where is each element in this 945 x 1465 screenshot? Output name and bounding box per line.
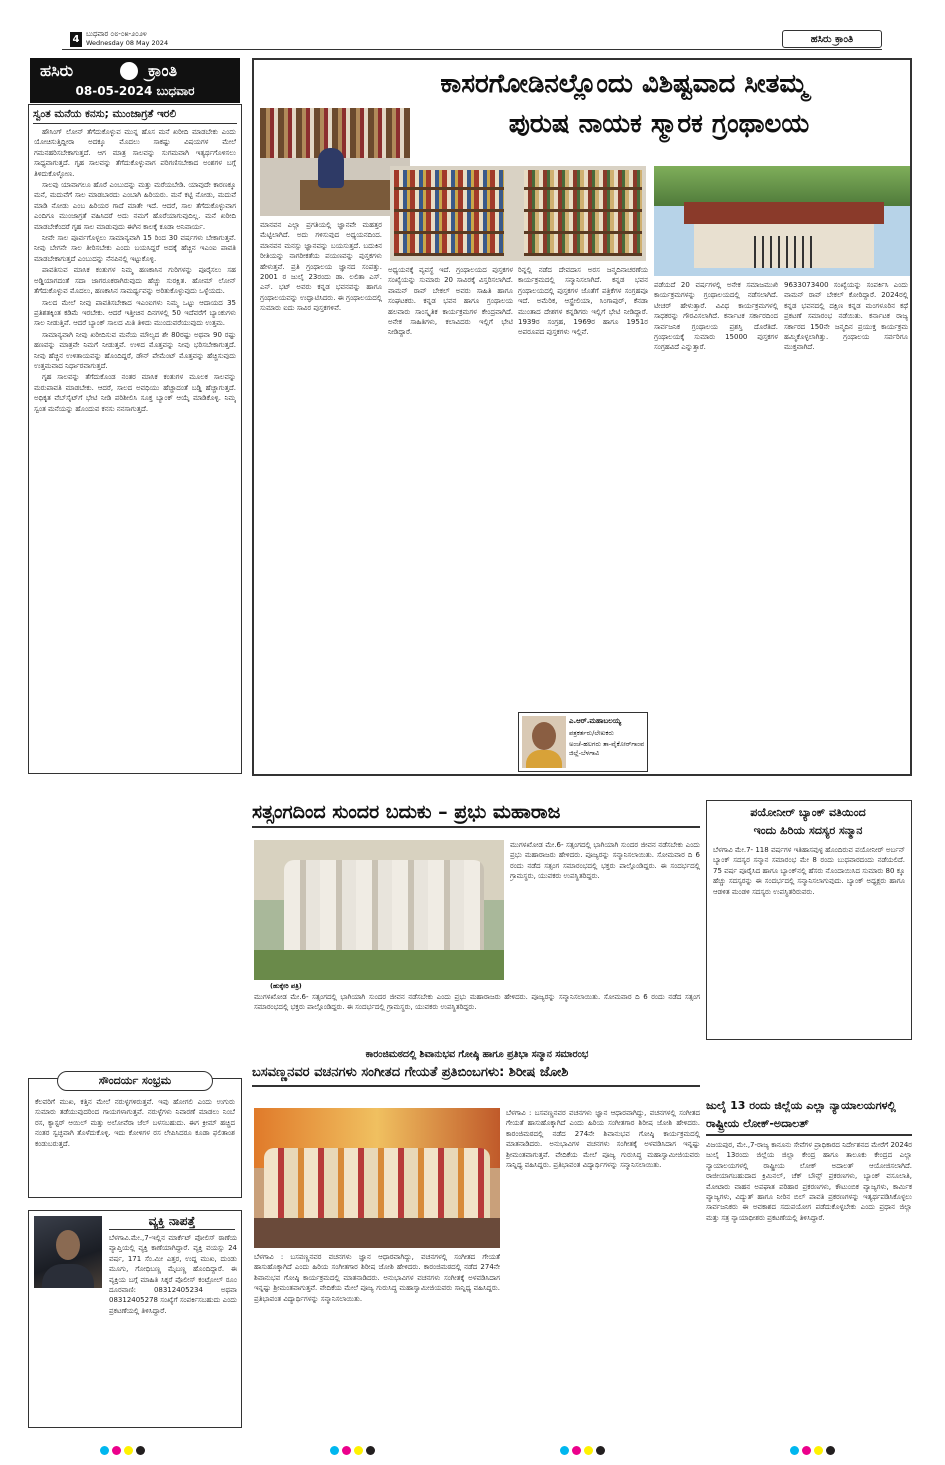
- black-dot: [136, 1446, 145, 1455]
- library-photo-shelves: [390, 166, 646, 261]
- paragraph: ಪಾವತಿಸುವ ಮಾಸಿಕ ಕಂತುಗಳ ನಿಮ್ಮ ಹಣಕಾಸಿನ ಗುರಿಗಳನ್ನು ಪೂರೈಸಲು ಸಹ ಅಡ್ಡಿಯಾಗದಂತೆ ಸದಾ ಜಾಗರೂಕರಾಗಿರುವುದು ಹೆಚ್ಚು ಸುರಕ್ಷಿತ. ಹೋಮ್ ಲೋನ್ ತೆಗೆದುಕೊಳ್ಳುವ ಮೊದಲು, ಹಣಕಾಸಿನ ಸಾಮರ್ಥ್ಯವನ್ನು ಅರಿತುಕೊಳ್ಳುವುದು ಒಳ್ಳೆಯದು.: [34, 266, 236, 296]
- satsang-text-lower: ಮುಗಳಖೋಡ ಮೇ.6- ಸತ್ಸಂಗದಲ್ಲಿ ಭಾಗಿಯಾಗಿ ಸುಂದರ ಜೀವನ ನಡೆಸಬೇಕು ಎಂದು ಪ್ರಭು ಮಹಾರಾಜರು ಹೇಳಿದರು. ಪೂಜ್ಯರನ್ನು ಸನ್ಮಾನಿಸಲಾಯಿತು. ಸೋಮವಾರ ದಿ 6 ರಂದು ನಡೆದ ಸತ್ಸಂಗ ಸಮಾರಂಭದಲ್ಲಿ ಭಕ್ತರು ಪಾಲ್ಗೊಂಡಿದ್ದರು. ಈ ಸಂದರ್ಭದಲ್ಲಿ ಗ್ರಾಮಸ್ಥರು, ಯುವಕರು ಉಪಸ್ಥಿತರಿದ್ದರು.: [254, 993, 700, 1012]
- top-story-headline-1: ಕಾಸರಗೋಡಿನಲ್ಲೊಂದು ವಿಶಿಷ್ಟವಾದ ಸೀತಮ್ಮ: [440, 69, 808, 99]
- cyan-dot: [330, 1446, 339, 1455]
- cyan-dot: [560, 1446, 569, 1455]
- missing-text: ಬೆಳಗಾವಿ.ಮೇ.,7-ಇಲ್ಲಿನ ಮಾರ್ಕೆಟ್ ಪೋಲಿಸ್ ಠಾಣೆಯ ವ್ಯಾಪ್ತಿಯಲ್ಲಿ ವ್ಯಕ್ತಿ ಕಾಣೆಯಾಗಿದ್ದಾರೆ. ವ್ಯಕ್ತಿ ವಯಸ್ಸು 24 ವರ್ಷ, 171 ಸೆಂ.ಮೀ ಎತ್ತರ, ಉದ್ದ ಮುಖ, ದುಂಡು ಮೂಗು, ಗೋಧಿಬಣ್ಣ ಮೈಬಣ್ಣ ಹೊಂದಿದ್ದಾರೆ. ಈ ವ್ಯಕ್ತಿಯ ಬಗ್ಗೆ ಮಾಹಿತಿ ಸಿಕ್ಕರೆ ಪೊಲೀಸ್ ಕಂಟ್ರೋಲ್ ರೂಂ ದೂರವಾಣಿ: 08312405234 ಅಥವಾ 08312405278 ಸಂಖ್ಯೆಗೆ ಸಂಪರ್ಕಿಸಬಹುದು ಎಂದು ಪ್ರಕಟಣೆಯಲ್ಲಿ ತಿಳಿಸಿದ್ದಾರೆ.: [109, 1234, 237, 1315]
- lok-adalat-rule: [706, 1134, 912, 1136]
- lok-adalat-headline-2: ರಾಷ್ಟ್ರೀಯ ಲೋಕ್-ಅದಾಲತ್: [706, 1117, 809, 1130]
- satsang-photo: [254, 840, 504, 980]
- yellow-dot: [584, 1446, 593, 1455]
- top-story-col-5: 9633073400 ಸಂಖ್ಯೆಯನ್ನು ಸಂಪರ್ಕಿಸಿ ಎಂದು ವಾಮನ್ ರಾವ್ ಬೇಕಲ್ ಕೋರಿದ್ದಾರೆ. 2024ರಲ್ಲಿ ಕನ್ನಡ ಭವನದಲ್ಲಿ ದಕ್ಷಿಣ ಕನ್ನಡ ಮಂಗಳೂರಿನ ಕಥೆ ಪ್ರಕಟಣೆ ಸಮಾರಂಭ ನಡೆಯಿತು. ಕರ್ನಾಟಕ ರಾಜ್ಯ ಸರ್ಕಾರದ 150ನೇ ಜನ್ಮದಿನ ಪ್ರಯುಕ್ತ ಕಾರ್ಯಕ್ರಮ ಹಮ್ಮಿಕೊಳ್ಳಲಾಗಿತ್ತು. ಗ್ರಂಥಾಲಯ ಸರ್ವರಿಗೂ ಮುಕ್ತವಾಗಿದೆ.: [784, 281, 908, 352]
- karanjimath-kicker: ಕಾರಂಜಿಮಠದಲ್ಲಿ ಶಿವಾನುಭವ ಗೋಷ್ಠಿ ಹಾಗೂ ಪ್ರತಿಭಾ ಸನ್ಮಾನ ಸಮಾರಂಭ: [365, 1049, 589, 1060]
- yellow-dot: [354, 1446, 363, 1455]
- author-body-shape: [526, 750, 562, 768]
- lok-adalat-headline-1: ಜುಲೈ 13 ರಂದು ಜಿಲ್ಲೆಯ ಎಲ್ಲಾ ನ್ಯಾಯಾಲಯಗಳಲ್ಲಿ: [706, 1099, 896, 1112]
- folio-bar: [62, 30, 882, 50]
- page-number: 4: [70, 32, 82, 47]
- folio-date-english: Wednesday 08 May 2024: [86, 39, 169, 47]
- registration-marks-mid-right: [560, 1440, 608, 1459]
- karanjimath-photo: [254, 1108, 500, 1248]
- top-story-col-4: ಪಡೆಯದೆ 20 ವರ್ಷಗಳಲ್ಲಿ ಅನೇಕ ಸಮಾಜಮುಖಿ ಕಾರ್ಯಕ್ರಮಗಳನ್ನು ಗ್ರಂಥಾಲಯದಲ್ಲಿ ನಡೆಸಲಾಗಿದೆ. ಟೀಚರ್ ಹೇಳುತ್ತಾರೆ. ವಿವಿಧ ಕಾರ್ಯಕ್ರಮಗಳಲ್ಲಿ ಸಾಧಕರನ್ನು ಗೌರವಿಸಲಾಗಿದೆ. ಕರ್ನಾಟಕ ಸರ್ಕಾರದಿಂದ ಸಾರ್ವಜನಿಕ ಗ್ರಂಥಾಲಯ ಪ್ರಶಸ್ತಿ ದೊರೆತಿದೆ. ಗ್ರಂಥಾಲಯಕ್ಕೆ ಸುಮಾರು 15000 ಪುಸ್ತಕಗಳ ಸಂಗ್ರಹವಿದೆ ಎನ್ನುತ್ತಾರೆ.: [654, 281, 778, 352]
- pioneer-headline-2: ಇಂದು ಹಿರಿಯ ಸದಸ್ಯರ ಸನ್ಮಾನ: [753, 824, 863, 837]
- masthead-name-left: ಹಸಿರು: [40, 61, 74, 80]
- registration-marks-left: [100, 1440, 148, 1459]
- registration-marks-right: [790, 1440, 838, 1459]
- missing-heading: ವ್ಯಕ್ತಿ ನಾಪತ್ತೆ: [109, 1214, 235, 1230]
- top-story-col-1: ಮಾನವನ ಎಲ್ಲಾ ಪ್ರಗತಿಯಲ್ಲಿ ಜ್ಞಾನವೇ ಮಹತ್ತರ ಮೆಟ್ಟಿಲಾಗಿದೆ. ಅದು ಗಳಿಸುವುದ ಅಧ್ಯಯನದಿಂದ. ಮಾನವನ ಮನಸ್ಸು ಜ್ಞಾನವನ್ನು ಬಯಸುತ್ತದೆ. ಬದುಕಿನ ರೀತಿಯನ್ನು ನಾಗರೀಕತೆಯ ಪಯಣವನ್ನು ಪುಸ್ತಕಗಳು ಹೇಳುತ್ತವೆ. ಪ್ರತಿ ಗ್ರಂಥಾಲಯ ಜ್ಞಾನದ ಸಂಪತ್ತು. 2001 ರ ಜುಲೈ 23ರಂದು ಡಾ. ಲಲಿತಾ ಎಸ್. ಎನ್. ಭಟ್ ಅವರು ಕನ್ನಡ ಭವನವನ್ನು ಹಾಗೂ ಗ್ರಂಥಾಲಯವನ್ನು ಉದ್ಘಾಟಿಸಿದರು. ಈ ಗ್ರಂಥಾಲಯದಲ್ಲಿ ಸುಮಾರು ಐದು ಸಾವಿರ ಪುಸ್ತಕಗಳಿವೆ.: [260, 221, 382, 313]
- author-name: ಎ.ಆರ್.ಮಹಾಬಲಯ್ಯ: [569, 717, 622, 725]
- yellow-dot: [124, 1446, 133, 1455]
- top-story-col-3: ರಿನ್ನಲ್ಲಿ ನಡೆದ ದೇವದಾಸ ಅರಸ ಜನ್ಮದಿನಾಚರಣೆಯ ಕಾರ್ಯಕ್ರಮದಲ್ಲಿ ಸನ್ಮಾನಿಸಲಾಗಿದೆ. ಕನ್ನಡ ಭವನ ಗ್ರಂಥಾಲಯದಲ್ಲಿ ಪುಸ್ತಕಗಳ ಜೊತೆಗೆ ಪತ್ರಿಕೆಗಳ ಸಂಗ್ರಹವೂ ಇದೆ. ಅಮೆರಿಕ, ಆಸ್ಟ್ರೇಲಿಯಾ, ಸಿಂಗಾಪುರ್, ಕೆನಡಾ ಮುಂತಾದ ದೇಶಗಳ ಕನ್ನಡಿಗರು ಇಲ್ಲಿಗೆ ಭೇಟಿ ನೀಡಿದ್ದಾರೆ. 1939ರ ಸಂಗ್ರಹ, 1969ರ ಹಾಗೂ 1951ರ ಅಪರೂಪದ ಪುಸ್ತಕಗಳು ಇಲ್ಲಿವೆ.: [518, 266, 648, 337]
- beauty-text: ಕೆಲವರಿಗೆ ಮುಖ, ಕತ್ತಿನ ಮೇಲೆ ನರುಳ್ಳಗಳಿರುತ್ತವೆ. ಇವು ಹೋಗಲಿ ಎಂದು ಉಗುರು ಸುಮಾರು ತಡೆಯುವುದರಿಂದ ಗಾಯಗಳಾಗುತ್ತವೆ. ನರುಳ್ಳೆಗಳು ನಿವಾರಣೆ ಮಾಡಲು ನಿಂಬೆ ರಸ, ಕ್ಯಾಸ್ಟರ್ ಆಯಿಲ್ ಮತ್ತು ಅಲೋವೆರಾ ಜೆಲ್ ಬಳಸಬಹುದು. ಈಗ ಕ್ರೀಮ್ ಹಚ್ಚಿದ ನಂತರ ಸ್ವಚ್ಛವಾಗಿ ತೊಳೆದುಕೊಳ್ಳಿ. ಇದು ಕೋಳಿಗಳ ರಸ ಲೇಪಿಸಿದರೂ ಕೂಡಾ ಫಲಿತಾಂಶ ಕಂಡುಬರುತ್ತದೆ.: [35, 1098, 235, 1148]
- magenta-dot: [572, 1446, 581, 1455]
- author-photo: [522, 716, 566, 768]
- masthead-dateline: 08-05-2024 ಬುಧವಾರ: [75, 84, 195, 98]
- paragraph: ಗೃಹ ಸಾಲವನ್ನು ತೆಗೆದುಕೊಂಡ ನಂತರ ಮಾಸಿಕ ಕಂತುಗಳ ಮೂಲಕ ಸಾಲವನ್ನು ಮರುಪಾವತಿ ಮಾಡಬೇಕು. ಆದರೆ, ಸಾಲದ ಅವಧಿಯು ಹೆಚ್ಚಾದಂತೆ ಬಡ್ಡಿ ಹೆಚ್ಚಾಗುತ್ತದೆ. ಅಧಿಕೃತ ವೆಬ್‌ಸೈಟ್‌ಗೆ ಭೇಟಿ ನೀಡಿ ಪರಿಶೀಲಿಸಿ ಸೂಕ್ತ ಬ್ಯಾಂಕ್ ಆಯ್ಕೆ ಮಾಡಿಕೊಳ್ಳಿ. ನಿಮ್ಮ ಸ್ವಂತ ಮನೆಯನ್ನು ಹೊಂದುವ ಕನಸು ನನಸಾಗುತ್ತದೆ.: [34, 373, 236, 413]
- people-row-shape: [264, 1148, 490, 1218]
- cyan-dot: [100, 1446, 109, 1455]
- magenta-dot: [342, 1446, 351, 1455]
- paragraph: ಹೌಸಿಂಗ್ ಲೋನ್ ತೆಗೆದುಕೊಳ್ಳುವ ಮುನ್ನ ಹೊಸ ಮನೆ ಖರೀದಿ ಮಾಡಬೇಕು ಎಂದು ಯೋಚಿಸುತ್ತಿದ್ದೀರಾ ಅದಕ್ಕೂ ಮೊದಲು ಸಾಕಷ್ಟು ವಿಷಯಗಳ ಮೇಲೆ ಗಮನಹರಿಸಬೇಕಾಗುತ್ತದೆ. ಆಗ ಮಾತ್ರ ಸಾಲವನ್ನು ಸುಗಮವಾಗಿ ಇತ್ಯರ್ಥಗೊಳಿಸಲು ಸಾಧ್ಯವಾಗುತ್ತದೆ. ಗೃಹ ಸಾಲವನ್ನು ತೆಗೆದುಕೊಳ್ಳುವಾಗ ಪರಿಗಣಿಸಬೇಕಾದ ಅಂಶಗಳ ಬಗ್ಗೆ ತಿಳಿದುಕೊಳ್ಳೋಣ.: [34, 128, 236, 178]
- person-shape: [318, 148, 344, 188]
- magenta-dot: [802, 1446, 811, 1455]
- author-role: ಪತ್ರಕರ್ತರು/ಲೇಖಕರು: [569, 729, 614, 737]
- registration-marks-mid-left: [330, 1440, 378, 1459]
- missing-person-box: [28, 1210, 242, 1428]
- masthead-logo-icon: [120, 62, 138, 80]
- masthead-name-right: ಕ್ರಾಂತಿ: [148, 61, 178, 80]
- lok-adalat-text: ವಿಜಯಪುರ, ಮೇ.,7-ರಾಜ್ಯ ಕಾನೂನು ಸೇವೆಗಳ ಪ್ರಾಧಿಕಾರದ ನಿರ್ದೇಶನದ ಮೇರೆಗೆ 2024ರ ಜುಲೈ 13ರಂದು ಜಿಲ್ಲೆಯ ಜಿಲ್ಲಾ ಕೇಂದ್ರ ಹಾಗೂ ತಾಲೂಕು ಕೇಂದ್ರದ ಎಲ್ಲಾ ನ್ಯಾಯಾಲಯಗಳಲ್ಲಿ ರಾಷ್ಟ್ರೀಯ ಲೋಕ್ ಅದಾಲತ್ ಆಯೋಜಿಸಲಾಗಿದೆ. ರಾಜೀಯಾಗಬಹುದಾದ ಕ್ರಿಮಿನಲ್, ಚೆಕ್ ಬೌನ್ಸ್ ಪ್ರಕರಣಗಳು, ಬ್ಯಾಂಕ್ ವಸೂಲಾತಿ, ಮೋಟಾರು ವಾಹನ ಅಪಘಾತ ಪರಿಹಾರ ಪ್ರಕರಣಗಳು, ಕೌಟುಂಬಿಕ ವ್ಯಾಜ್ಯಗಳು, ಕಾರ್ಮಿಕ ವ್ಯಾಜ್ಯಗಳು, ವಿದ್ಯುತ್ ಹಾಗೂ ನೀರಿನ ಬಿಲ್ ಪಾವತಿ ಪ್ರಕರಣಗಳನ್ನು ಇತ್ಯರ್ಥಪಡಿಸಿಕೊಳ್ಳಲು ಸಾರ್ವಜನಿಕರು ಈ ಅವಕಾಶದ ಸದುಪಯೋಗ ಪಡೆದುಕೊಳ್ಳಬೇಕು ಎಂದು ಪ್ರಧಾನ ಜಿಲ್ಲಾ ಮತ್ತು ಸತ್ರ ನ್ಯಾಯಾಧೀಶರು ಪ್ರಕಟಣೆಯಲ್ಲಿ ತಿಳಿಸಿದ್ದಾರೆ.: [706, 1141, 912, 1222]
- shoulders-shape: [42, 1264, 94, 1288]
- missing-person-photo: [34, 1216, 102, 1288]
- shelf-right-shape: [524, 170, 642, 256]
- top-story-col-2: ಅಧ್ಯಯನಕ್ಕೆ ವ್ಯವಸ್ಥೆ ಇದೆ. ಗ್ರಂಥಾಲಯದ ಪುಸ್ತಕಗಳ ಸಂಖ್ಯೆಯನ್ನು ಸುಮಾರು 20 ಸಾವಿರಕ್ಕೆ ವಿಸ್ತರಿಸಲಾಗಿದೆ. ವಾಮನ್ ರಾವ್ ಬೇಕಲ್ ಅವರು ಸಾಹಿತಿ ಹಾಗೂ ಸಂಘಟಕರು. ಕನ್ನಡ ಭವನ ಹಾಗೂ ಗ್ರಂಥಾಲಯ ಹಲವಾರು ಸಾಂಸ್ಕೃತಿಕ ಕಾರ್ಯಕ್ರಮಗಳ ಕೇಂದ್ರವಾಗಿದೆ. ಅನೇಕ ಸಾಹಿತಿಗಳು, ಕಲಾವಿದರು ಇಲ್ಲಿಗೆ ಭೇಟಿ ನೀಡಿದ್ದಾರೆ.: [388, 266, 513, 337]
- top-story-headline-2: ಪುರುಷ ನಾಯಕ ಸ್ಮಾರಕ ಗ್ರಂಥಾಲಯ: [508, 109, 810, 139]
- masthead: [30, 58, 240, 103]
- karanjimath-text-right: ಬೆಳಗಾವಿ : ಬಸವಣ್ಣನವರ ವಚನಗಳು ಜ್ಞಾನ ಆಧಾರವಾಗಿದ್ದು, ವಚನಗಳಲ್ಲಿ ಸಂಗೀತದ ಗೇಯತೆ ಹಾಸುಹೊಕ್ಕಾಗಿದೆ ಎಂದು ಹಿರಿಯ ಸಂಗೀತಗಾರ ಶಿರೀಷ ಜೋಶಿ ಹೇಳಿದರು. ಕಾರಂಜಿಮಠದಲ್ಲಿ ನಡೆದ 274ನೇ ಶಿವಾನುಭವ ಗೋಷ್ಠಿ ಕಾರ್ಯಕ್ರಮದಲ್ಲಿ ಮಾತನಾಡಿದರು. ಅನುಭಾವಿಗಳ ವಚನಗಳು ಸಂಗೀತಕ್ಕೆ ಅಳವಡಿಸಿದಾಗ ಇನ್ನಷ್ಟು ಶ್ರೀಮಂತವಾಗುತ್ತವೆ. ವೇದಿಕೆಯ ಮೇಲೆ ಪೂಜ್ಯ ಗುರುಸಿದ್ಧ ಮಹಾಸ್ವಾಮೀಜಿಯವರು ಸಾನ್ನಿಧ್ಯ ವಹಿಸಿದ್ದರು. ಪ್ರತಿಭಾವಂತ ವಿದ್ಯಾರ್ಥಿಗಳನ್ನು ಸನ್ಮಾನಿಸಲಾಯಿತು.: [506, 1109, 700, 1170]
- left-article-box: [28, 104, 242, 774]
- pioneer-box: [706, 800, 912, 1040]
- black-dot: [826, 1446, 835, 1455]
- satsang-caption: (ಹುಕ್ಕೇರಿ ಪತ್ರಿ): [270, 982, 302, 990]
- desk-shape: [300, 180, 400, 210]
- paragraph: ಸಾಲವು ಯಾವಾಗಲೂ ಹೊರೆ ಎಂಬುದನ್ನು ಮತ್ತು ಮರೆಯಬೇಡಿ. ಯಾವುದೇ ಕಾರಣಕ್ಕೂ ಮನೆ, ಮದುವೆಗೆ ಸಾಲ ಮಾಡಬಾರದು ಎಂಬಾಗಿ ಹಿರಿಯರು. ಮನೆ ಕಟ್ಟಿ ನೋಡು, ಮದುವೆ ಮಾಡಿ ನೋಡು ಎಂಬ ಹಿರಿಯರ ಗಾದೆ ಮಾತೇ ಇದೆ. ಆದರೆ, ಸಾಲ ತೆಗೆದುಕೊಳ್ಳುವಾಗ ಎಂದಿಗೂ ಮುಂಜಾಗ್ರತೆ ವಹಿಸಿದರೆ ಅದು ನಮಗೆ ಹೊರೆಯಾಗುವುದಿಲ್ಲ. ಮನೆ ಖರೀದಿ ಮಾಡಬೇಕೆಂದರೆ ಗೃಹ ಸಾಲ ಮಾಡುವುದು ಈಗಿನ ಕಾಲಕ್ಕೆ ಕೂಡಾ ಅನಿವಾರ್ಯ.: [34, 181, 236, 231]
- magenta-dot: [112, 1446, 121, 1455]
- satsang-headline: ಸತ್ಸಂಗದಿಂದ ಸುಂದರ ಬದುಕು – ಪ್ರಭು ಮಹಾರಾಜ: [252, 801, 561, 823]
- library-building-photo: [654, 166, 910, 276]
- black-dot: [366, 1446, 375, 1455]
- paragraph: ಸಾಲದ ಮೇಲೆ ನೀವು ಪಾವತಿಸಬೇಕಾದ ಇಎಂಐಗಳು ನಿಮ್ಮ ಒಟ್ಟು ಆದಾಯದ 35 ಪ್ರತಿಶತಕ್ಕಿಂತ ಕಡಿಮೆ ಇರಬೇಕು. ಆದರೆ ಇತ್ತೀಚಿನ ದಿನಗಳಲ್ಲಿ 50 ಇದೆವರೆಗೆ ಬ್ಯಾಂಕುಗಳು ಸಾಲ ನೀಡುತ್ತಿವೆ. ಆದರೆ ಬ್ಯಾಂಕ್ ಸಾಲದ ಮಿತಿ ತಿಳಿದು ಮುಂದುವರೆಯುವುದು ಉತ್ತಮ.: [34, 298, 236, 328]
- black-dot: [596, 1446, 605, 1455]
- face-shape: [56, 1230, 80, 1260]
- paragraph: ನೀವೇ ಸಾಲ ಪೂರ್ವಗೊಳ್ಳಲು ಸಾಮಾನ್ಯವಾಗಿ 15 ರಿಂದ 30 ವರ್ಷಗಳು ಬೇಕಾಗುತ್ತವೆ. ನೀವು ಬೇಗನೇ ಸಾಲ ತೀರಿಸಬೇಕು ಎಂದು ಬಯಸಿದ್ದರೆ ಅದಕ್ಕೆ ಹೆಚ್ಚಿನ ಇಎಂಐ ಪಾವತಿ ಮಾಡಬೇಕಾಗುತ್ತದೆ ಎಂಬುದನ್ನು ನೆನಪಿನಲ್ಲಿ ಇಟ್ಟುಕೊಳ್ಳಿ.: [34, 234, 236, 263]
- pioneer-headline-1: ಪಯೋನೀರ್ ಬ್ಯಾಂಕ್ ವತಿಯಿಂದ: [750, 806, 866, 819]
- folio-date-kannada: ಬುಧವಾರ ೦೮-೦೫-೨೦೨೪: [86, 30, 147, 38]
- author-face-shape: [532, 722, 556, 750]
- beauty-heading: ಸೌಂದರ್ಯ ಸಂಭ್ರಮ: [57, 1071, 213, 1091]
- author-place: ಅಂಚೆ-ಹಲಗರು ತಾ-ವೈಕೋರ್‌ಗಾಂವ ಜಿಲ್ಲೆ-ಬೆಳಗಾವಿ: [569, 740, 645, 757]
- satsang-text: ಮುಗಳಖೋಡ ಮೇ.6- ಸತ್ಸಂಗದಲ್ಲಿ ಭಾಗಿಯಾಗಿ ಸುಂದರ ಜೀವನ ನಡೆಸಬೇಕು ಎಂದು ಪ್ರಭು ಮಹಾರಾಜರು ಹೇಳಿದರು. ಪೂಜ್ಯರನ್ನು ಸನ್ಮಾನಿಸಲಾಯಿತು. ಸೋಮವಾರ ದಿ 6 ರಂದು ನಡೆದ ಸತ್ಸಂಗ ಸಮಾರಂಭದಲ್ಲಿ ಭಕ್ತರು ಪಾಲ್ಗೊಂಡಿದ್ದರು. ಈ ಸಂದರ್ಭದಲ್ಲಿ ಗ್ರಾಮಸ್ಥರು, ಯುವಕರು ಉಪಸ್ಥಿತರಿದ್ದರು.: [510, 841, 700, 881]
- left-article-body: [34, 127, 236, 767]
- karanjimath-rule: [252, 1085, 700, 1087]
- roof-shape: [684, 202, 884, 224]
- author-box: [518, 712, 648, 772]
- ground-shape: [254, 950, 504, 980]
- satsang-rule: [252, 826, 700, 828]
- trees-shape: [654, 166, 910, 206]
- yellow-dot: [814, 1446, 823, 1455]
- karanjimath-text-bottom: ಬೆಳಗಾವಿ : ಬಸವಣ್ಣನವರ ವಚನಗಳು ಜ್ಞಾನ ಆಧಾರವಾಗಿದ್ದು, ವಚನಗಳಲ್ಲಿ ಸಂಗೀತದ ಗೇಯತೆ ಹಾಸುಹೊಕ್ಕಾಗಿದೆ ಎಂದು ಹಿರಿಯ ಸಂಗೀತಗಾರ ಶಿರೀಷ ಜೋಶಿ ಹೇಳಿದರು. ಕಾರಂಜಿಮಠದಲ್ಲಿ ನಡೆದ 274ನೇ ಶಿವಾನುಭವ ಗೋಷ್ಠಿ ಕಾರ್ಯಕ್ರಮದಲ್ಲಿ ಮಾತನಾಡಿದರು. ಅನುಭಾವಿಗಳ ವಚನಗಳು ಸಂಗೀತಕ್ಕೆ ಅಳವಡಿಸಿದಾಗ ಇನ್ನಷ್ಟು ಶ್ರೀಮಂತವಾಗುತ್ತವೆ. ವೇದಿಕೆಯ ಮೇಲೆ ಪೂಜ್ಯ ಗುರುಸಿದ್ಧ ಮಹಾಸ್ವಾಮೀಜಿಯವರು ಸಾನ್ನಿಧ್ಯ ವಹಿಸಿದ್ದರು. ಪ್ರತಿಭಾವಂತ ವಿದ್ಯಾರ್ಥಿಗಳನ್ನು ಸನ್ಮಾನಿಸಲಾಯಿತು.: [254, 1253, 500, 1303]
- shelf-left-shape: [394, 170, 504, 256]
- beauty-box: [28, 1074, 242, 1198]
- gate-shape: [754, 236, 814, 268]
- karanjimath-headline: ಬಸವಣ್ಣನವರ ವಚನಗಳು ಸಂಗೀತದ ಗೇಯತೆ ಪ್ರತಿಬಿಂಬಗಳು: ಶಿರೀಷ ಜೋಶಿ: [252, 1065, 569, 1080]
- folio-paper-name: ಹಸಿರು ಕ್ರಾಂತಿ: [782, 30, 882, 48]
- paragraph: ಸಾಮಾನ್ಯವಾಗಿ ನೀವು ಖರೀದಿಸುವ ಮನೆಯ ಮೌಲ್ಯದ ಶೇ 80ರಷ್ಟು ಅಥವಾ 90 ರಷ್ಟು ಹಣವನ್ನು ಮಾತ್ರವೇ ನಿಮಗೆ ನೀಡುತ್ತವೆ. ಉಳಿದ ಮೊತ್ತವನ್ನು ನೀವು ಭರಿಸಬೇಕಾಗುತ್ತದೆ. ನೀವು ಹೆಚ್ಚಿನ ಉಳಿತಾಯವನ್ನು ಹೊಂದಿದ್ದರೆ, ಡೌನ್ ಪೇಮೆಂಟ್ ಮೊತ್ತವನ್ನು ಹೆಚ್ಚಿಸುವುದು ಉತ್ತಮವಾದ ನಿರ್ಧಾರವಾಗುತ್ತದೆ.: [34, 330, 236, 370]
- floor-shape: [254, 1218, 500, 1248]
- cyan-dot: [790, 1446, 799, 1455]
- left-article-headline: ಸ್ವಂತ ಮನೆಯ ಕನಸು; ಮುಂಜಾಗ್ರತೆ ಇರಲಿ: [33, 107, 237, 124]
- top-story-box: [252, 58, 912, 776]
- people-shape: [284, 860, 484, 950]
- pioneer-text: ಬೆಳಗಾವಿ ಮೇ.7- 118 ವರ್ಷಗಳ ಇತಿಹಾಸವುಳ್ಳ ಹೊಂದಿರುವ ಪಯೋನೀರ್ ಅರ್ಬನ್ ಬ್ಯಾಂಕ್ ಸದಸ್ಯರ ಸನ್ಮಾನ ಸಮಾರಂಭ ಮೇ 8 ರಂದು ಬುಧವಾರದಂದು ನಡೆಯಲಿದೆ. 75 ವರ್ಷ ಪೂರೈಸಿದ ಹಾಗೂ ಬ್ಯಾಂಕ್‌ನಲ್ಲಿ ಹೆಸರು ನೊಂದಾಯಿಸಿದ ಸುಮಾರು 80 ಕ್ಕೂ ಹೆಚ್ಚು ಸದಸ್ಯರನ್ನು ಈ ಸಂದರ್ಭದಲ್ಲಿ ಸನ್ಮಾನಿಸಲಾಗುವುದು. ಬ್ಯಾಂಕ್ ಅಧ್ಯಕ್ಷರು ಹಾಗೂ ಆಡಳಿತ ಮಂಡಳಿ ಸದಸ್ಯರು ಉಪಸ್ಥಿತರಿರುವರು.: [713, 846, 905, 896]
- library-photo-reading: [260, 108, 410, 216]
